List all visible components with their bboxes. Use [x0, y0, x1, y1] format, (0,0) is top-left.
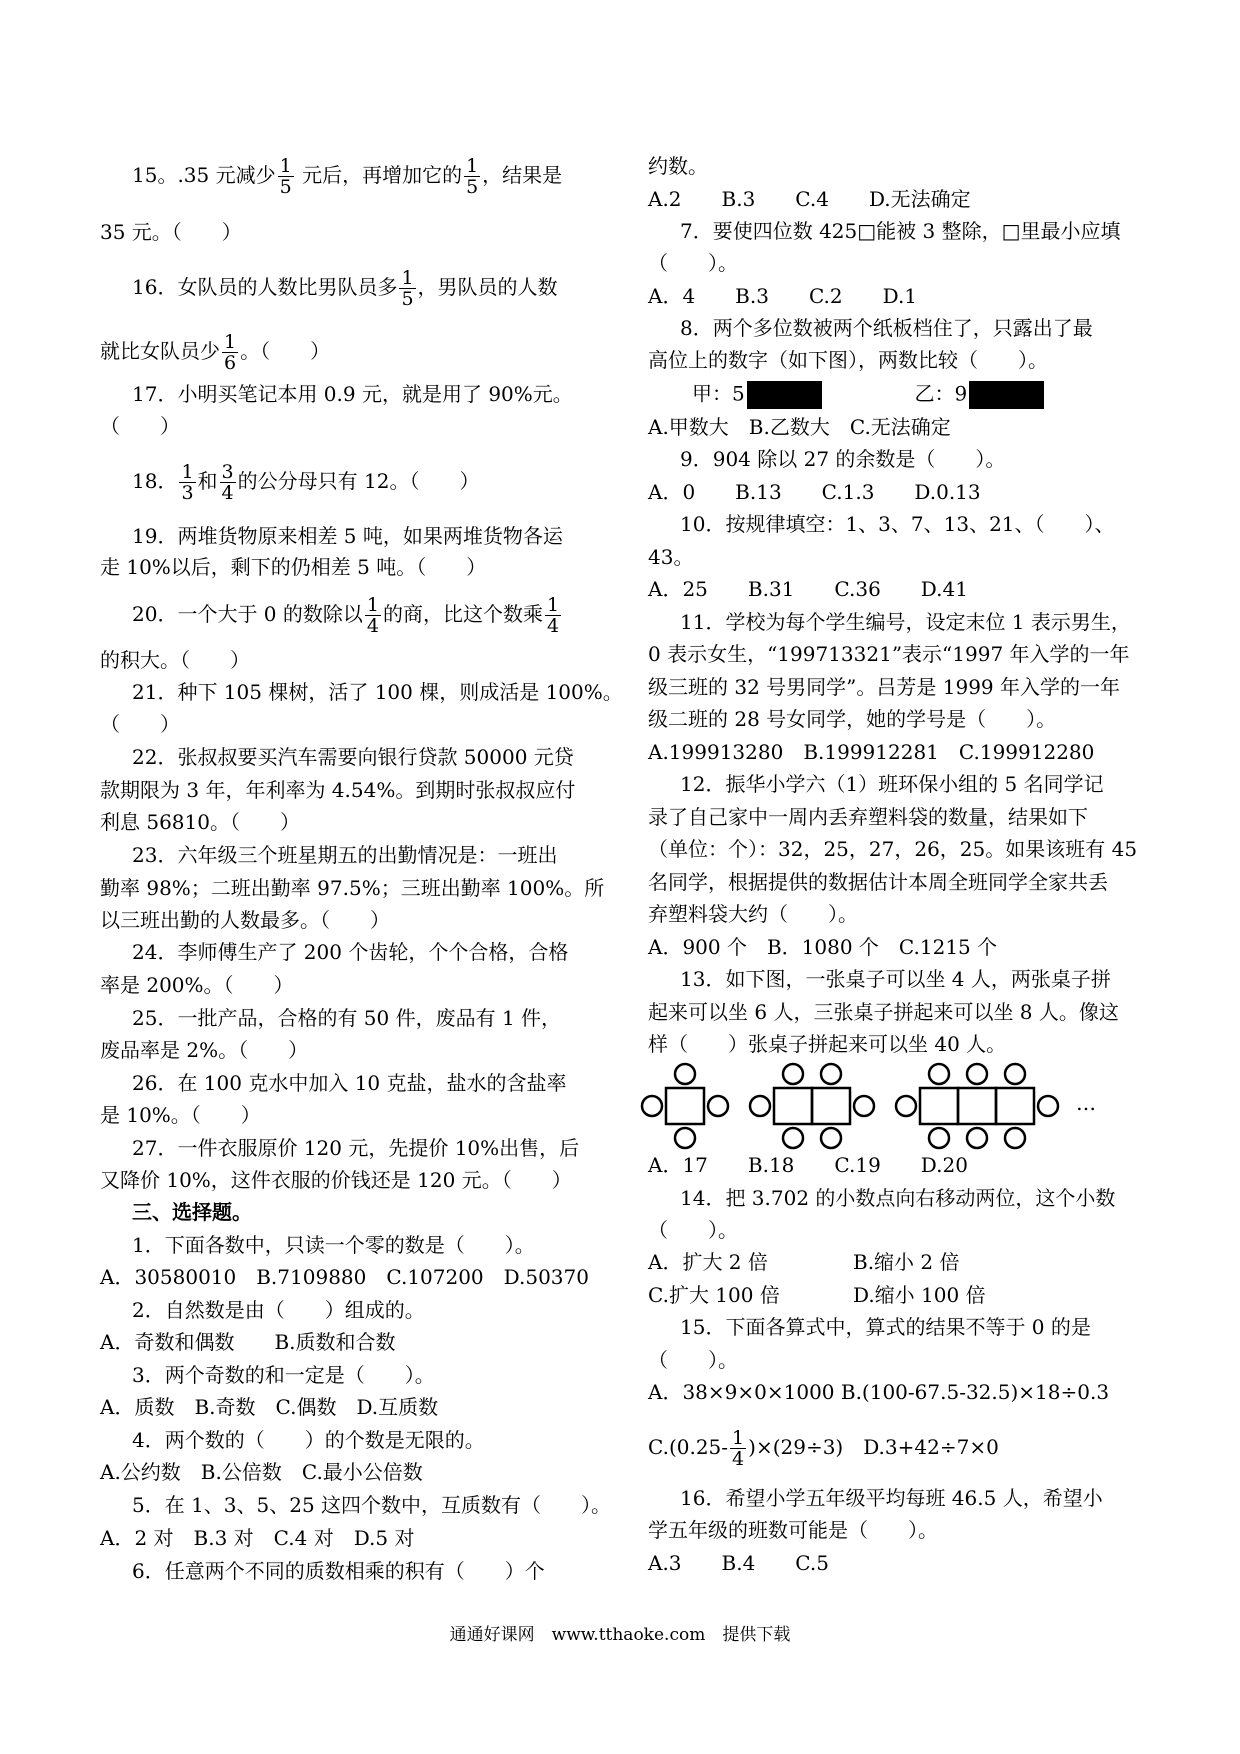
q15-text-c: ，结果是: [482, 163, 563, 187]
fraction: $\frac{3}{4}$: [221, 461, 234, 504]
table-rect: [812, 1088, 850, 1124]
q15-text-b: 元后，再增加它的: [295, 163, 463, 187]
cardboard-cover-jia: [747, 381, 822, 409]
seat-circle: [929, 1064, 949, 1084]
choice-11-line3: 级三班的 32 号男同学”。吕芳是 1999 年入学的一年: [648, 675, 1121, 699]
q26-line1: 26．在 100 克水中加入 10 克盐，盐水的含盐率: [132, 1071, 567, 1095]
seat-circle: [675, 1128, 695, 1148]
choice-14-option-d: D.缩小 100 倍: [853, 1283, 986, 1307]
seat-circle: [1038, 1096, 1058, 1116]
choice-11-options: A.199913280 B.199912281 C.199912280: [648, 740, 1095, 764]
seat-circle: [708, 1096, 728, 1116]
choice-5-question: 5．在 1、3、5、25 这四个数中，互质数有（ ）。: [132, 1493, 612, 1517]
choice-9-question: 9．904 除以 27 的余数是（ ）。: [680, 447, 1006, 471]
choice-1-options: A．30580010 B.7109880 C.107200 D.50370: [100, 1265, 589, 1289]
seat-circle: [750, 1096, 770, 1116]
choice-16-line1: 16．希望小学五年级平均每班 46.5 人，希望小: [680, 1486, 1103, 1510]
q22-line2: 款期限为 3 年，年利率为 4.54%。到期时张叔叔应付: [100, 778, 576, 802]
seat-circle: [1005, 1064, 1025, 1084]
choice-11-line4: 级二班的 28 号女同学，她的学号是（ ）。: [648, 707, 1057, 731]
choice-7-line2: （ ）。: [648, 251, 738, 275]
question-15: [132, 156, 562, 197]
q23-line2: 勤率 98%；二班出勤率 97.5%；三班出勤率 100%。所: [100, 876, 605, 900]
choice-13-options: A．17 B.18 C.19 D.20: [648, 1153, 968, 1177]
seat-circle: [967, 1064, 987, 1084]
choice-6-question: 6．任意两个不同的质数相乘的积有（ ）个: [132, 1559, 545, 1583]
fraction: $\frac{1}{5}$: [279, 155, 292, 198]
three-table-group: [896, 1064, 1058, 1148]
q19-line2: 走 10%以后，剩下的仍相差 5 吨。（ ）: [100, 555, 487, 579]
q22-line3: 利息 56810。（ ）: [100, 810, 300, 834]
fraction: $\frac{1}{6}$: [224, 331, 237, 374]
q23-line3: 以三班出勤的人数最多。（ ）: [100, 908, 390, 932]
choice-12-line3: （单位：个）：32，25，27，26，25。如果该班有 45: [648, 837, 1138, 861]
choice-14-option-a: A．扩大 2 倍: [648, 1250, 768, 1274]
choice-13-line2: 起来可以坐 6 人，三张桌子拼起来可以坐 8 人。像这: [648, 1000, 1119, 1024]
table-rect: [774, 1088, 812, 1124]
choice-6-options: A.2 B.3 C.4 D.无法确定: [648, 187, 971, 211]
choice-7-options: A．4 B.3 C.2 D.1: [648, 284, 918, 308]
table-rect: [920, 1088, 958, 1124]
seat-circle: [929, 1128, 949, 1148]
seat-circle: [821, 1064, 841, 1084]
choice-12-options: A．900 个 B．1080 个 C.1215 个: [648, 935, 998, 959]
choice-12-line5: 弃塑料袋大约（ ）。: [648, 902, 858, 926]
choice-14-option-c: C.扩大 100 倍: [648, 1283, 780, 1307]
choice-13-line1: 13．如下图，一张桌子可以坐 4 人，两张桌子拼: [680, 967, 1111, 991]
seat-circle: [783, 1128, 803, 1148]
q21-line1: 21．种下 105 棵树，活了 100 棵，则成活是 100%。: [132, 680, 623, 704]
choice-7-line1: 7．要使四位数 425□能被 3 整除，□里最小应填: [680, 219, 1121, 243]
table-seating-figure: [636, 1062, 1116, 1152]
choice-1-question: 1．下面各数中，只读一个零的数是（ ）。: [132, 1233, 535, 1257]
q27-line2: 又降价 10%，这件衣服的价钱还是 120 元。（ ）: [100, 1168, 572, 1192]
seat-circle: [675, 1064, 695, 1084]
seat-circle: [896, 1096, 916, 1116]
table-rect: [958, 1088, 996, 1124]
fraction: $\frac{1}{5}$: [466, 155, 479, 198]
q19-line1: 19．两堆货物原来相差 5 吨，如果两堆货物各运: [132, 524, 563, 548]
choice-2-options: A．奇数和偶数 B.质数和合数: [100, 1330, 396, 1354]
seat-circle: [642, 1096, 662, 1116]
choice-8-line1: 8．两个多位数被两个纸板档住了，只露出了最: [680, 316, 1093, 340]
number-jia-label: 甲：5: [692, 381, 745, 406]
one-table-group: [642, 1064, 728, 1148]
choice-14-line1: 14．把 3.702 的小数点向右移动两位，这个小数: [680, 1186, 1116, 1210]
choice-12-line4: 名同学，根据提供的数据估计本周全班同学全家共丢: [648, 870, 1108, 894]
q16-line2: 就比女队员少 $\frac{1}{6}$ 。（ ）: [100, 331, 331, 374]
table-rect: [996, 1088, 1034, 1124]
seat-circle: [821, 1128, 841, 1148]
question-18: 18． $\frac{1}{3}$ 和 $\frac{3}{4}$ 的公分母只有 12。（ ）: [132, 461, 480, 504]
choice-10-options: A．25 B.31 C.36 D.41: [648, 577, 968, 601]
fraction: $\frac{1}{4}$: [366, 594, 379, 637]
q22-line1: 22．张叔叔要买汽车需要向银行贷款 50000 元贷: [132, 745, 574, 769]
choice-4-options: A.公约数 B.公倍数 C.最小公倍数: [100, 1460, 423, 1484]
choice-15-line1: 15．下面各算式中，算式的结果不等于 0 的是: [680, 1315, 1091, 1339]
choice-15-options-ab: A．38×9×0×1000 B.(100-67.5-32.5)×18÷0.3: [648, 1380, 1110, 1404]
question-20: 20．一个大于 0 的数除以 $\frac{1}{4}$ 的商，比这个数乘 $\frac{1}{4}$: [132, 594, 560, 637]
q26-line2: 是 10%。（ ）: [100, 1103, 261, 1127]
fraction: $\frac{1}{4}$: [732, 1427, 745, 1470]
q15-line2: 35 元。（ ）: [100, 220, 242, 244]
choice-8-options: A.甲数大 B.乙数大 C.无法确定: [648, 415, 951, 439]
choice-6-continued: 约数。: [648, 154, 708, 178]
choice-13-line3: 样（ ）张桌子拼起来可以坐 40 人。: [648, 1032, 1007, 1056]
choice-10-line1: 10．按规律填空：1、3、7、13、21、（ ）、: [680, 512, 1115, 536]
two-table-group: [750, 1064, 874, 1148]
q17-line1: 17．小明买笔记本用 0.9 元，就是用了 90%元。: [132, 382, 573, 406]
table-rect: [666, 1088, 704, 1124]
q25-line2: 废品率是 2%。（ ）: [100, 1038, 309, 1062]
choice-5-options: A．2 对 B.3 对 C.4 对 D.5 对: [100, 1526, 415, 1550]
section-title-choice: 三、选择题。: [132, 1200, 252, 1224]
ellipsis-text: …: [1076, 1091, 1096, 1115]
choice-10-line2: 43。: [648, 545, 694, 569]
choice-16-line2: 学五年级的班数可能是（ ）。: [648, 1518, 938, 1542]
fraction: $\frac{1}{5}$: [401, 267, 414, 310]
choice-15-option-cd: C.(0.25- $\frac{1}{4}$ )×(29÷3) D.3+42÷7×0: [648, 1427, 999, 1470]
choice-4-question: 4．两个数的（ ）的个数是无限的。: [132, 1428, 485, 1452]
seat-circle: [967, 1128, 987, 1148]
choice-14-option-b: B.缩小 2 倍: [853, 1250, 960, 1274]
choice-12-line2: 录了自己家中一周内丢弃塑料袋的数量，结果如下: [648, 805, 1088, 829]
page-footer: 通通好课网 www.tthaoke.com 提供下载: [449, 1625, 791, 1645]
choice-8-figure: [692, 381, 1044, 409]
choice-3-options: A．质数 B.奇数 C.偶数 D.互质数: [100, 1395, 439, 1419]
choice-14-line2: （ ）。: [648, 1218, 738, 1242]
q24-line1: 24．李师傅生产了 200 个齿轮，个个合格，合格: [132, 940, 569, 964]
q20-line2: 的积大。（ ）: [100, 648, 250, 672]
q23-line1: 23．六年级三个班星期五的出勤情况是：一班出: [132, 843, 558, 867]
question-16: 16．女队员的人数比男队员多 $\frac{1}{5}$ ，男队员的人数: [132, 267, 558, 310]
choice-11-line1: 11．学校为每个学生编号，设定末位 1 表示男生，: [680, 610, 1131, 634]
number-yi-label: 乙：9: [914, 381, 968, 406]
q17-line2: （ ）: [100, 414, 180, 438]
choice-3-question: 3．两个奇数的和一定是（ ）。: [132, 1363, 435, 1387]
choice-2-question: 2．自然数是由（ ）组成的。: [132, 1298, 425, 1322]
fraction: $\frac{1}{4}$: [546, 594, 560, 637]
choice-15-line2: （ ）。: [648, 1348, 738, 1372]
choice-12-line1: 12．振华小学六（1）班环保小组的 5 名同学记: [680, 772, 1104, 796]
q25-line1: 25．一批产品，合格的有 50 件，废品有 1 件，: [132, 1006, 562, 1030]
q21-line2: （ ）: [100, 712, 180, 736]
seat-circle: [854, 1096, 874, 1116]
choice-9-options: A．0 B.13 C.1.3 D.0.13: [648, 480, 981, 504]
choice-11-line2: 0 表示女生，“199713321”表示“1997 年入学的一年: [648, 642, 1130, 666]
cardboard-cover-yi: [969, 381, 1044, 409]
q15-text-a: 15。.35 元减少: [132, 163, 276, 187]
choice-16-options: A.3 B.4 C.5: [648, 1551, 829, 1575]
q27-line1: 27．一件衣服原价 120 元，先提价 10%出售，后: [132, 1136, 580, 1160]
seat-circle: [1005, 1128, 1025, 1148]
choice-8-line2: 高位上的数字（如下图），两数比较（ ）。: [648, 348, 1048, 372]
seat-circle: [783, 1064, 803, 1084]
q24-line2: 率是 200%。（ ）: [100, 973, 294, 997]
fraction: $\frac{1}{3}$: [181, 461, 194, 504]
